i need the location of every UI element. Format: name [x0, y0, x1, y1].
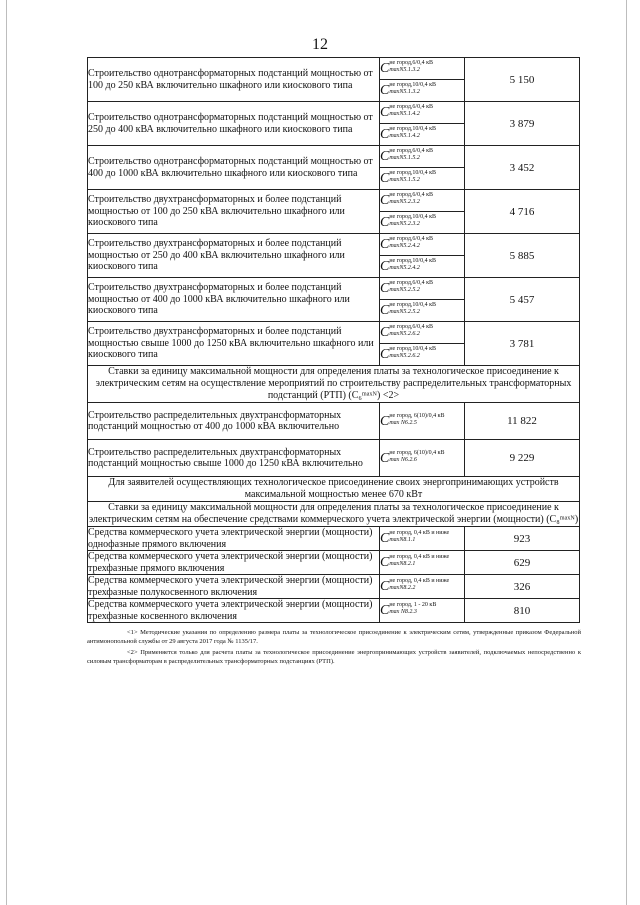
table-row — [88, 146, 580, 168]
scan-edge-left — [6, 0, 7, 905]
c-superscript: не город, 0,4 кВ и ниже — [389, 554, 450, 560]
c-subscript: maxN5.1.5.2 — [389, 155, 420, 161]
c-symbol: C — [380, 555, 390, 570]
table-row — [88, 575, 580, 599]
c-index — [389, 192, 433, 206]
c-superscript: не город, 6(10)/0,4 кВ — [389, 412, 445, 419]
footnote-1: <1> Методические указания по определению размера платы за технологическое присоединение к электрическим сетям, утвержденные приказом Федеральной антимонопольной службы от 29 августа 2017 года № 1135/17. — [87, 629, 581, 645]
c-symbol: C — [380, 531, 390, 546]
table-row — [88, 190, 580, 212]
table-row — [88, 440, 580, 477]
rate-code-10kv — [380, 300, 465, 322]
row-description: Строительство однотрансформаторных подстанций мощностью от 400 до 1000 кВА включительно шкафного или киоскового типа — [88, 146, 380, 190]
rate-code — [380, 575, 465, 599]
c-superscript: не город,6/0,4 кВ — [389, 104, 433, 110]
c-index — [389, 602, 436, 616]
table-row — [88, 234, 580, 256]
c-index — [389, 554, 449, 568]
rate-value: 810 — [465, 599, 580, 623]
c-superscript: не город,10/0,4 кВ — [389, 214, 436, 220]
page-number: 12 — [312, 36, 328, 53]
table-row — [88, 278, 580, 300]
c-symbol: C — [380, 83, 390, 98]
row-description: Строительство распределительных двухтрансформаторных подстанций мощностью свыше 1000 до 1250 кВА включительно — [88, 440, 380, 477]
c-subscript: maxN5.2.6.2 — [389, 331, 420, 337]
c-superscript: не город,6/0,4 кВ — [389, 148, 433, 154]
rate-value: 629 — [465, 551, 580, 575]
rate-code-10kv — [380, 80, 465, 102]
rate-code-10kv — [380, 256, 465, 278]
footnote-2: <2> Применяется только для расчета платы за технологическое присоединение энергопринимающих устройств заявителей, подключаемых непосредственно к силовым трансформаторам в распределительных трансформаторных подстанциях (РТП). — [87, 649, 581, 665]
c-index — [389, 236, 433, 250]
rate-code-10kv — [380, 168, 465, 190]
rate-code-6kv — [380, 58, 465, 80]
rate-value: 4 716 — [465, 190, 580, 234]
c-subscript: maxN5.2.3.2 — [389, 221, 420, 227]
row-description: Строительство однотрансформаторных подстанций мощностью от 250 до 400 кВА включительно шкафного или киоскового типа — [88, 102, 380, 146]
table-row — [88, 551, 580, 575]
c-index — [389, 104, 433, 118]
c-symbol: C — [380, 259, 390, 274]
c-subscript: maxN5.2.4.2 — [389, 265, 420, 271]
rate-code-10kv — [380, 124, 465, 146]
scan-edge-right — [626, 0, 627, 905]
rate-value: 923 — [465, 527, 580, 551]
c-superscript: не город, 6(10)/0,4 кВ — [389, 449, 445, 456]
c-superscript: не город,6/0,4 кВ — [389, 236, 433, 242]
c-superscript: не город,10/0,4 кВ — [389, 302, 436, 308]
row-description: Строительство двухтрансформаторных и более подстанций мощностью свыше 1000 до 1250 кВА включительно шкафного или киоскового типа — [88, 322, 380, 366]
section-metering-header: Ставки за единицу максимальной мощности для определения платы за технологическое присоединение к электрическим сетям на обеспечение средствами коммерческого учета электрической энергии (мощности) (C₈ᵐᵃˣᴺ) — [88, 502, 579, 525]
c-symbol: C — [380, 347, 390, 362]
c-subscript: maxN5.1.4.2 — [389, 133, 420, 139]
c-superscript: не город,6/0,4 кВ — [389, 60, 433, 66]
c-symbol: C — [380, 105, 390, 120]
c-subscript: maxN5.2.3.2 — [389, 199, 420, 205]
rate-value: 3 452 — [465, 146, 580, 190]
c-subscript: max N8.2.3 — [389, 609, 417, 615]
section-header-row — [88, 477, 580, 502]
c-index — [389, 302, 436, 316]
c-subscript: maxN5.1.3.2 — [389, 67, 420, 73]
c-subscript: maxN5.2.5.2 — [389, 287, 420, 293]
rate-code-6kv — [380, 234, 465, 256]
c-symbol: C — [380, 237, 390, 252]
row-description: Средства коммерческого учета электрической энергии (мощности) трехфазные косвенного включения — [88, 599, 380, 623]
c-subscript: maxN5.2.4.2 — [389, 243, 420, 249]
c-superscript: не город,10/0,4 кВ — [389, 258, 436, 264]
c-symbol: C — [380, 303, 390, 318]
rate-value: 9 229 — [465, 440, 580, 477]
c-superscript: не город,10/0,4 кВ — [389, 82, 436, 88]
c-subscript: maxN5.1.4.2 — [389, 111, 420, 117]
c-index — [389, 450, 444, 464]
c-superscript: не город,10/0,4 кВ — [389, 346, 436, 352]
c-superscript: не город,6/0,4 кВ — [389, 324, 433, 330]
rate-code — [380, 527, 465, 551]
rate-value: 326 — [465, 575, 580, 599]
c-symbol: C — [380, 413, 390, 429]
row-description: Строительство двухтрансформаторных и более подстанций мощностью от 100 до 250 кВА включительно шкафного или киоскового типа — [88, 190, 380, 234]
c-subscript: maxN5.2.6.2 — [389, 353, 420, 359]
rate-value: 5 885 — [465, 234, 580, 278]
c-subscript: maxN5.1.3.2 — [389, 89, 420, 95]
c-superscript: не город,10/0,4 кВ — [389, 170, 436, 176]
row-description: Средства коммерческого учета электрической энергии (мощности) однофазные прямого включения — [88, 527, 380, 551]
c-symbol: C — [380, 127, 390, 142]
rate-value: 5 150 — [465, 58, 580, 102]
row-description: Средства коммерческого учета электрической энергии (мощности) трехфазные прямого включения — [88, 551, 380, 575]
c-subscript: maxN5.2.5.2 — [389, 309, 420, 315]
c-index — [389, 280, 433, 294]
section-header-row — [88, 366, 580, 403]
c-index — [389, 258, 436, 272]
c-subscript: maxN8.1.1 — [389, 537, 416, 543]
section-applicants-header: Для заявителей осуществляющих технологическое присоединение своих энергопринимающих устройств максимальной мощностью менее 670 кВт — [88, 477, 580, 502]
c-symbol: C — [380, 193, 390, 208]
c-index — [389, 170, 436, 184]
c-symbol: C — [380, 579, 390, 594]
c-index — [389, 60, 433, 74]
rate-code — [380, 599, 465, 623]
rate-code-6kv — [380, 102, 465, 124]
rate-value: 5 457 — [465, 278, 580, 322]
section-rtp-header: Ставки за единицу максимальной мощности для определения платы за технологическое присоединение к электрическим сетям на осуществление мероприятий по строительству распределительных трансформаторных подстанций (РТП) (C₆ᵐᵃˣᴺ) <2> — [88, 366, 580, 403]
rate-code — [380, 403, 465, 440]
c-superscript: не город, 0,4 кВ и ниже — [389, 530, 450, 536]
c-index — [389, 126, 436, 140]
rate-value: 3 781 — [465, 322, 580, 366]
c-subscript: max N6.2.6 — [389, 456, 417, 463]
c-subscript: maxN5.1.5.2 — [389, 177, 420, 183]
row-description: Строительство распределительных двухтрансформаторных подстанций мощностью от 400 до 1000 кВА включительно — [88, 403, 380, 440]
row-description: Средства коммерческого учета электрической энергии (мощности) трехфазные полукосвенного включения — [88, 575, 380, 599]
c-symbol: C — [380, 149, 390, 164]
c-symbol: C — [380, 281, 390, 296]
rate-code — [380, 551, 465, 575]
c-index — [389, 324, 433, 338]
rate-code-10kv — [380, 344, 465, 366]
c-symbol: C — [380, 171, 390, 186]
row-description: Строительство двухтрансформаторных и более подстанций мощностью от 400 до 1000 кВА включительно шкафного или киоскового типа — [88, 278, 380, 322]
c-symbol: C — [380, 215, 390, 230]
table-row — [88, 102, 580, 124]
c-superscript: не город,6/0,4 кВ — [389, 192, 433, 198]
c-index — [389, 148, 433, 162]
c-superscript: не город, 1 - 20 кВ — [389, 602, 437, 608]
c-symbol: C — [380, 603, 390, 618]
rate-code-6kv — [380, 322, 465, 344]
table-row — [88, 322, 580, 344]
c-subscript: maxN8.2.2 — [389, 585, 416, 591]
row-description: Строительство однотрансформаторных подстанций мощностью от 100 до 250 кВА включительно шкафного или киоскового типа — [88, 58, 380, 102]
c-superscript: не город, 0,4 кВ и ниже — [389, 578, 450, 584]
rate-value: 11 822 — [465, 403, 580, 440]
c-index — [389, 413, 444, 427]
rate-code-6kv — [380, 146, 465, 168]
rate-code-10kv — [380, 212, 465, 234]
c-index — [389, 82, 436, 96]
section-header-row — [88, 502, 580, 527]
c-index — [389, 346, 436, 360]
table-row — [88, 599, 580, 623]
c-subscript: max N6.2.5 — [389, 419, 417, 426]
c-symbol: C — [380, 61, 390, 76]
tariff-table — [87, 57, 580, 623]
c-index — [389, 214, 436, 228]
rate-code-6kv — [380, 190, 465, 212]
c-superscript: не город,6/0,4 кВ — [389, 280, 433, 286]
table-row — [88, 527, 580, 551]
rate-value: 3 879 — [465, 102, 580, 146]
rate-code-6kv — [380, 278, 465, 300]
row-description: Строительство двухтрансформаторных и более подстанций мощностью от 250 до 400 кВА включительно шкафного или киоскового типа — [88, 234, 380, 278]
c-index — [389, 530, 449, 544]
rate-code — [380, 440, 465, 477]
table-row — [88, 58, 580, 80]
c-symbol: C — [380, 450, 390, 466]
c-superscript: не город,10/0,4 кВ — [389, 126, 436, 132]
table-row — [88, 403, 580, 440]
c-symbol: C — [380, 325, 390, 340]
c-subscript: maxN8.2.1 — [389, 561, 416, 567]
c-index — [389, 578, 449, 592]
